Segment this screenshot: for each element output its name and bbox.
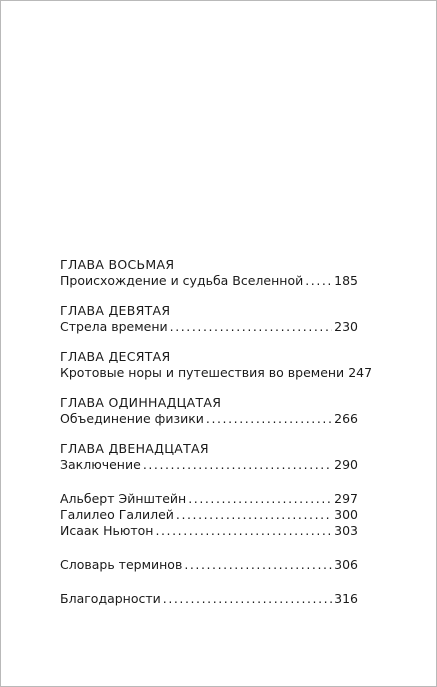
toc-acknowledgements bbox=[60, 591, 358, 607]
toc-chapter-8 bbox=[60, 257, 358, 289]
chapter-heading: ГЛАВА ДЕСЯТАЯ bbox=[60, 349, 171, 364]
toc-chapter-9 bbox=[60, 303, 358, 335]
entry-title: Благодарности bbox=[60, 591, 161, 606]
toc-glossary bbox=[60, 557, 358, 573]
dot-leader bbox=[206, 411, 332, 427]
entry-title: Словарь терминов bbox=[60, 557, 183, 572]
entry-page-number: 290 bbox=[334, 457, 358, 472]
dot-leader bbox=[170, 319, 332, 335]
toc-entry bbox=[60, 491, 358, 507]
entry-title: Альберт Эйнштейн bbox=[60, 491, 187, 506]
entry-title: Исаак Ньютон bbox=[60, 523, 154, 538]
chapter-heading: ГЛАВА ОДИННАДЦАТАЯ bbox=[60, 395, 222, 410]
dot-leader bbox=[184, 557, 332, 573]
toc-chapter-11 bbox=[60, 395, 358, 427]
entry-page-number: 316 bbox=[334, 591, 358, 606]
toc-biographies bbox=[60, 491, 358, 539]
entry-title: Заключение bbox=[60, 457, 141, 472]
dot-leader bbox=[143, 457, 332, 473]
dot-leader bbox=[155, 523, 332, 539]
entry-page-number: 266 bbox=[334, 411, 358, 426]
entry-page-number: 306 bbox=[334, 557, 358, 572]
toc-chapter-10 bbox=[60, 349, 373, 381]
chapter-heading: ГЛАВА ВОСЬМАЯ bbox=[60, 257, 175, 272]
table-of-contents bbox=[60, 257, 373, 607]
entry-page-number: 185 bbox=[334, 273, 358, 288]
entry-title: Кротовые норы и путешествия во времени bbox=[60, 365, 345, 380]
toc-entry bbox=[60, 523, 358, 539]
toc-entry bbox=[60, 557, 358, 573]
entry-page-number: 303 bbox=[334, 523, 358, 538]
entry-page-number: 300 bbox=[334, 507, 358, 522]
toc-entry bbox=[60, 457, 358, 473]
chapter-heading: ГЛАВА ДВЕНАДЦАТАЯ bbox=[60, 441, 209, 456]
toc-entry bbox=[60, 319, 358, 335]
chapter-heading: ГЛАВА ДЕВЯТАЯ bbox=[60, 303, 171, 318]
toc-entry bbox=[60, 411, 358, 427]
entry-title: Стрела времени bbox=[60, 319, 168, 334]
dot-leader bbox=[305, 273, 332, 289]
dot-leader bbox=[163, 591, 332, 607]
toc-entry bbox=[60, 365, 373, 381]
entry-title: Происхождение и судьба Вселенной bbox=[60, 273, 304, 288]
entry-title: Галилео Галилей bbox=[60, 507, 174, 522]
entry-title: Объединение физики bbox=[60, 411, 204, 426]
entry-page-number: 247 bbox=[348, 365, 373, 380]
toc-entry bbox=[60, 591, 358, 607]
toc-chapter-12 bbox=[60, 441, 358, 473]
dot-leader bbox=[188, 491, 332, 507]
entry-page-number: 230 bbox=[334, 319, 358, 334]
dot-leader bbox=[176, 507, 332, 523]
toc-entry bbox=[60, 273, 358, 289]
entry-page-number: 297 bbox=[334, 491, 358, 506]
toc-entry bbox=[60, 507, 358, 523]
